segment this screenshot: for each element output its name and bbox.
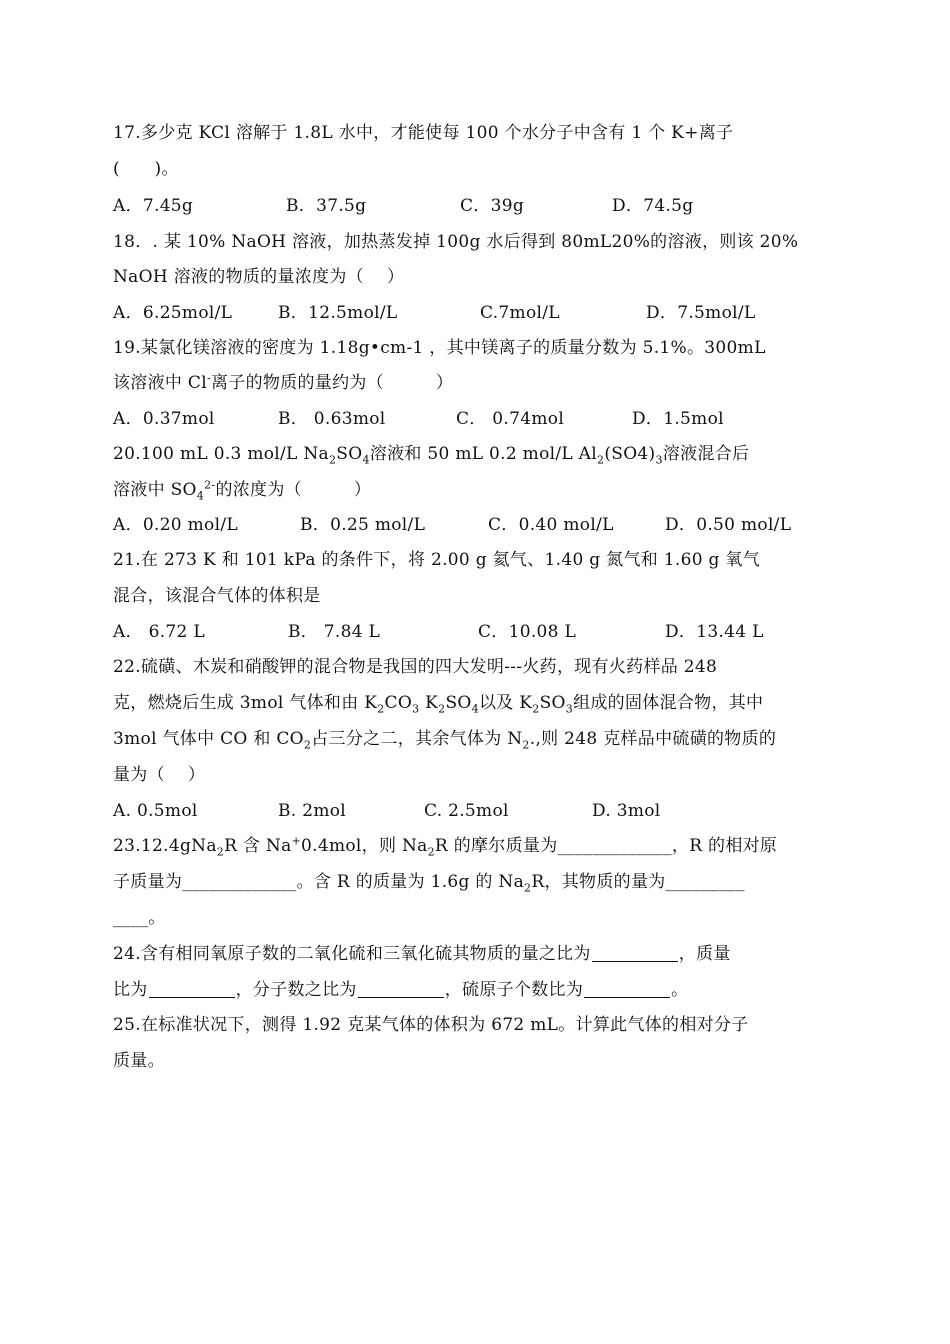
text-fragment: 2	[303, 738, 312, 752]
text-fragment: SO	[539, 693, 566, 713]
answer-blank[interactable]	[149, 980, 235, 998]
text-fragment: 24.含有相同氧原子数的二氧化硫和三氧化硫其物质的量之比为	[113, 944, 591, 964]
question-25-line-2: 质量。	[113, 1051, 165, 1071]
text-fragment: 4	[471, 702, 479, 716]
text-fragment: SO	[445, 693, 472, 713]
question-24-line-2	[113, 978, 688, 1002]
question-20-option-a: A．0.20 mol/L	[113, 515, 238, 535]
question-23-line-3: ____。	[113, 908, 166, 928]
text-fragment: 2	[532, 702, 540, 716]
text-fragment: 3	[565, 702, 574, 716]
text-fragment: 以及 K	[478, 693, 533, 713]
question-18-option-d: D．7.5mol/L	[646, 303, 756, 323]
text-fragment: 子质量为_____________。含 R 的质量为 1.6g 的 Na	[113, 872, 525, 892]
text-fragment: -	[206, 371, 211, 385]
text-fragment: 4	[196, 489, 205, 503]
question-22-line-4: 量为（ ）	[113, 765, 206, 785]
text-fragment: 2	[438, 702, 446, 716]
text-fragment: 0.4mol，则 Na	[301, 836, 428, 856]
question-20-line-2	[113, 478, 371, 502]
text-fragment: R 的摩尔质量为_____________，R 的相对原	[434, 836, 778, 856]
question-19-line-2	[113, 371, 453, 395]
answer-blank[interactable]	[592, 944, 678, 962]
text-fragment: .,则 248 克样品中硫磺的物质的	[529, 729, 777, 749]
question-18-option-c: C.7mol/L	[480, 303, 560, 323]
question-20-option-d: D．0.50 mol/L	[665, 515, 792, 535]
text-fragment: 占三分之二，其余气体为 N	[311, 729, 523, 749]
question-17-line-2: ( )。	[113, 159, 179, 179]
question-19-option-c: C． 0.74mol	[456, 409, 565, 429]
question-18-option-a: A．6.25mol/L	[113, 303, 233, 323]
question-19-option-b: B． 0.63mol	[278, 409, 386, 429]
question-18-option-b: B．12.5mol/L	[278, 303, 398, 323]
text-fragment: CO	[384, 693, 413, 713]
question-22-line-1: 22.硫磺、木炭和硝酸钾的混合物是我国的四大发明---火药，现有火药样品 248	[113, 657, 718, 677]
question-19-option-d: D．1.5mol	[632, 409, 724, 429]
text-fragment: 2-	[204, 478, 216, 492]
question-18-line-2: NaOH 溶液的物质的量浓度为（ ）	[113, 267, 405, 287]
question-18-line-1: 18．. 某 10% NaOH 溶液，加热蒸发掉 100g 水后得到 80mL20%的溶液，则该 20%	[113, 232, 799, 252]
text-fragment: 23.12.4gNa	[113, 836, 217, 856]
text-fragment: 2	[522, 738, 530, 752]
text-fragment: 2	[328, 453, 337, 467]
text-fragment: 组成的固体混合物，其中	[573, 693, 764, 713]
text-fragment: 。	[671, 980, 689, 1000]
text-fragment: R，其物质的量为_________	[531, 872, 745, 892]
question-22-option-a: A. 0.5mol	[113, 801, 198, 821]
text-fragment: 离子的物质的量约为（ ）	[210, 373, 454, 393]
text-fragment: R 含 Na	[224, 836, 292, 856]
question-21-line-1: 21.在 273 K 和 101 kPa 的条件下，将 2.00 g 氦气、1.40 g 氮气和 1.60 g 氧气	[113, 550, 760, 570]
question-22-line-3	[113, 727, 776, 751]
question-20-option-b: B．0.25 mol/L	[300, 515, 426, 535]
text-fragment: 该溶液中 Cl	[113, 373, 207, 393]
question-21-option-d: D．13.44 L	[665, 622, 764, 642]
text-fragment: 3mol 气体中 CO 和 CO	[113, 729, 304, 749]
question-21-option-a: A． 6.72 L	[113, 622, 205, 642]
text-fragment: 克，燃烧后生成 3mol 气体和由 K	[113, 693, 378, 713]
question-25-line-1: 25.在标准状况下，测得 1.92 克某气体的体积为 672 mL。计算此气体的相对分子	[113, 1015, 749, 1035]
question-23-line-1	[113, 834, 777, 858]
question-19-option-a: A．0.37mol	[113, 409, 215, 429]
text-fragment: 3	[412, 702, 420, 716]
text-fragment: 2	[427, 845, 435, 859]
text-fragment: 2	[524, 881, 532, 895]
text-fragment: SO	[336, 444, 363, 464]
text-fragment: 溶液和 50 mL 0.2 mol/L Al	[369, 444, 597, 464]
text-fragment: 20.100 mL 0.3 mol/L Na	[113, 444, 329, 464]
question-21-line-2: 混合，该混合气体的体积是	[113, 586, 321, 606]
text-fragment: ，分子数之比为	[235, 980, 357, 1000]
answer-blank[interactable]	[584, 980, 670, 998]
text-fragment: 2	[216, 845, 225, 859]
question-17-option-b: B．37.5g	[286, 196, 367, 216]
question-22-line-2	[113, 691, 763, 715]
text-fragment: (SO4)	[604, 444, 656, 464]
answer-blank[interactable]	[358, 980, 444, 998]
text-fragment: +	[291, 834, 302, 848]
text-fragment: 溶液混合后	[662, 444, 750, 464]
question-22-option-c: C. 2.5mol	[424, 801, 509, 821]
question-21-option-c: C．10.08 L	[478, 622, 577, 642]
question-21-option-b: B． 7.84 L	[288, 622, 381, 642]
text-fragment: 的浓度为（ ）	[215, 480, 372, 500]
text-fragment: 4	[362, 453, 370, 467]
question-23-line-2	[113, 870, 745, 894]
text-fragment: ，硫原子个数比为	[444, 980, 584, 1000]
question-24-line-1	[113, 942, 731, 966]
question-20-option-c: C．0.40 mol/L	[488, 515, 614, 535]
text-fragment: 溶液中 SO	[113, 480, 197, 500]
question-22-option-d: D. 3mol	[592, 801, 661, 821]
question-19-line-1: 19.某氯化镁溶液的密度为 1.18g•cm-1 ，其中镁离子的质量分数为 5.1%。300mL	[113, 338, 766, 358]
text-fragment: K	[419, 693, 439, 713]
question-17-line-1: 17.多少克 KCl 溶解于 1.8L 水中，才能使每 100 个水分子中含有 1 个 K+离子	[113, 123, 734, 143]
question-17-option-c: C．39g	[460, 196, 525, 216]
text-fragment: 2	[377, 702, 385, 716]
question-22-option-b: B. 2mol	[278, 801, 347, 821]
text-fragment: 2	[597, 453, 605, 467]
text-fragment: 3	[655, 453, 663, 467]
question-17-option-a: A．7.45g	[113, 196, 194, 216]
text-fragment: 比为	[113, 980, 148, 1000]
text-fragment: ，质量	[678, 944, 731, 964]
question-17-option-d: D．74.5g	[612, 196, 694, 216]
question-20-line-1	[113, 442, 749, 466]
